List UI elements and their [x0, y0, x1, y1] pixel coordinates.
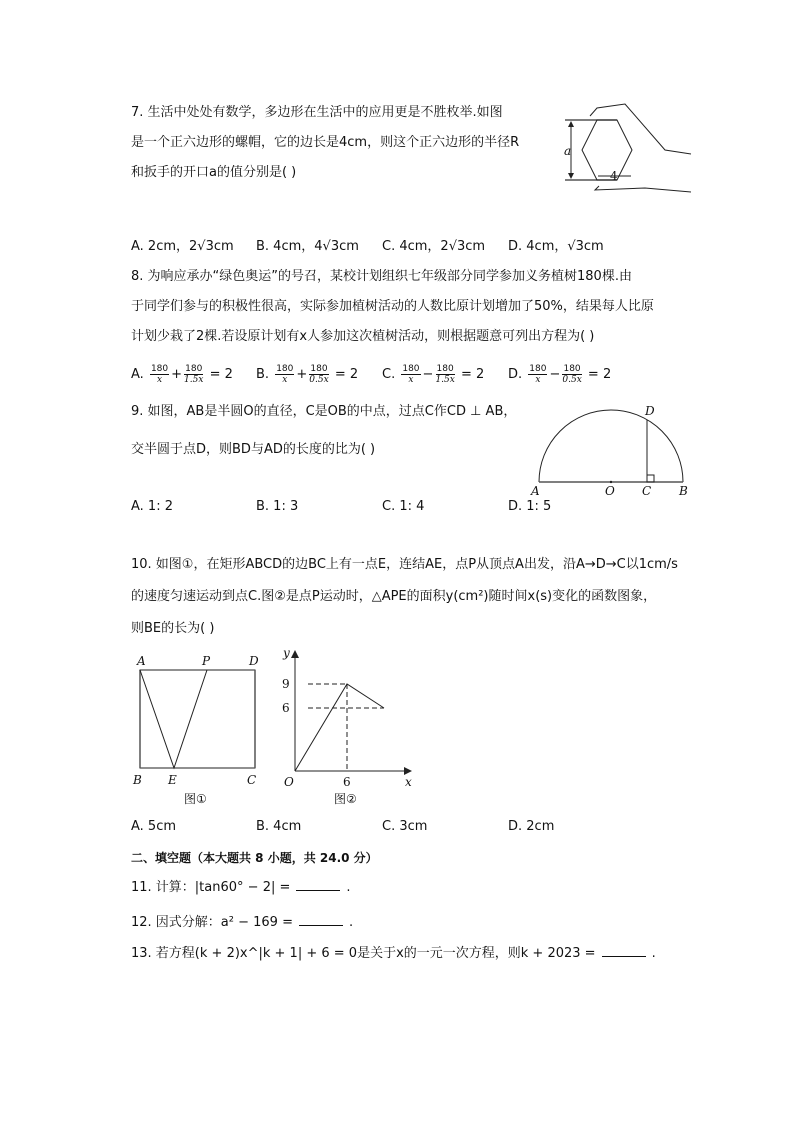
q8-option-b[interactable] — [256, 364, 358, 385]
q7-option-d[interactable]: D. 4cm，√3cm — [508, 239, 604, 254]
fraction — [275, 364, 294, 385]
q7-line-2: 是一个正六边形的螺帽，它的边长是4cm，则这个正六边形的半径R — [131, 135, 520, 150]
q9-option-b[interactable]: B. 1: 3 — [256, 499, 299, 514]
label-O: O — [284, 775, 294, 789]
figure-2-caption: 图② — [334, 792, 357, 806]
numerator: 180 — [150, 364, 169, 374]
denominator: x — [535, 375, 541, 385]
q9-line-1: 9. 如图，AB是半圆O的直径，C是OB的中点，过点C作CD ⊥ AB， — [131, 404, 517, 419]
q10-line-2: 的速度匀速运动到点C.图②是点P运动时，△APE的面积y(cm²)随时间x(s)变化的函数图象， — [131, 589, 657, 604]
q10-line-1: 10. 如图①，在矩形ABCD的边BC上有一点E，连结AE，点P从顶点A出发，沿A→D→C以1cm/s — [131, 557, 678, 572]
fraction — [401, 364, 420, 385]
tick-6-y: 6 — [282, 701, 290, 715]
label-C: C — [642, 484, 652, 498]
semicircle-figure — [525, 400, 700, 500]
q13-text: 13. 若方程(k + 2)x^|k + 1| + 6 = 0是关于x的一元一次方程，则k + 2023 = — [131, 946, 596, 961]
q11-text: 11. 计算：|tan60° − 2| = — [131, 880, 291, 895]
label-P: P — [202, 654, 211, 668]
q9-option-a[interactable]: A. 1: 2 — [131, 499, 173, 514]
option-label: C. — [382, 367, 396, 382]
q8-line-2: 于同学们参与的积极性很高，实际参加植树活动的人数比原计划增加了50%，结果每人比原 — [131, 299, 654, 314]
fraction — [528, 364, 547, 385]
q11 — [131, 878, 351, 897]
fraction — [309, 364, 328, 385]
numerator: 180 — [402, 364, 420, 374]
option-label: D. — [508, 367, 523, 382]
q12 — [131, 913, 353, 932]
denominator: 1.5x — [435, 375, 455, 385]
numerator: 180 — [529, 364, 547, 374]
fraction — [435, 364, 454, 385]
fraction — [562, 364, 581, 385]
rhs: = 2 — [209, 367, 233, 382]
denominator: x — [282, 375, 288, 385]
q8-option-d[interactable] — [508, 364, 611, 385]
label-A: A — [531, 484, 540, 498]
label-a: a — [564, 144, 572, 158]
numerator: 180 — [563, 364, 581, 374]
q9-option-c[interactable]: C. 1: 4 — [382, 499, 425, 514]
q12-blank[interactable] — [299, 913, 343, 926]
rhs: = 2 — [587, 367, 612, 382]
q12-text: 12. 因式分解：a² − 169 = — [131, 915, 293, 930]
q7-option-c[interactable]: C. 4cm，2√3cm — [382, 239, 486, 254]
denominator: 0.5x — [309, 375, 329, 385]
operator: + — [296, 367, 308, 382]
q8-option-c[interactable] — [382, 364, 484, 385]
operator: + — [171, 367, 183, 382]
label-E: E — [168, 773, 177, 787]
option-label: A. — [131, 367, 144, 382]
q13 — [131, 944, 656, 963]
numerator: 180 — [276, 364, 294, 374]
numerator: 180 — [185, 364, 203, 374]
operator: − — [549, 367, 561, 382]
denominator: 0.5x — [562, 375, 582, 385]
label-A: A — [137, 654, 146, 668]
label-C: C — [247, 773, 257, 787]
q9-option-d[interactable]: D. 1: 5 — [508, 499, 552, 514]
tick-9: 9 — [282, 677, 290, 691]
q10-option-c[interactable]: C. 3cm — [382, 819, 428, 834]
q8-line-1: 8. 为响应承办“绿色奥运”的号召，某校计划组织七年级部分同学参加义务植树180棵.由 — [131, 269, 632, 284]
q13-period: . — [651, 946, 656, 961]
numerator: 180 — [310, 364, 328, 374]
q10-option-a[interactable]: A. 5cm — [131, 819, 177, 834]
label-x: x — [405, 775, 412, 789]
q10-line-3: 则BE的长为( ) — [131, 621, 215, 636]
label-D: D — [645, 404, 655, 418]
label-B: B — [679, 484, 688, 498]
section-2-title: 二、填空题（本大题共 8 小题，共 24.0 分） — [131, 851, 378, 865]
denominator: x — [156, 375, 163, 385]
rhs: = 2 — [334, 367, 359, 382]
denominator: 1.5x — [184, 375, 204, 385]
q7-line-3: 和扳手的开口a的值分别是( ) — [131, 165, 297, 180]
q13-blank[interactable] — [602, 944, 646, 957]
q11-blank[interactable] — [296, 878, 340, 891]
q8-line-3: 计划少栽了2棵.若设原计划有x人参加这次植树活动，则根据题意可列出方程为( ) — [131, 329, 595, 344]
q7-line-1: 7. 生活中处处有数学，多边形在生活中的应用更是不胜枚举.如图 — [131, 105, 503, 120]
fraction — [150, 364, 169, 385]
label-y: y — [283, 646, 290, 660]
label-O: O — [605, 484, 615, 498]
figure-1-caption: 图① — [184, 792, 207, 806]
q10-option-b[interactable]: B. 4cm — [256, 819, 302, 834]
label-side-4: 4 — [610, 169, 618, 183]
operator: − — [422, 367, 434, 382]
label-B: B — [133, 773, 142, 787]
q11-period: . — [346, 880, 351, 895]
hexagon-wrench-figure — [555, 100, 695, 195]
q9-line-2: 交半圆于点D，则BD与AD的长度的比为( ) — [131, 442, 376, 457]
function-graph-figure-2 — [278, 645, 418, 790]
q12-period: . — [348, 915, 354, 930]
rectangle-figure-1 — [125, 648, 265, 788]
q7-option-a[interactable]: A. 2cm，2√3cm — [131, 239, 234, 254]
rhs: = 2 — [460, 367, 485, 382]
q10-option-d[interactable]: D. 2cm — [508, 819, 555, 834]
q8-option-a[interactable] — [131, 364, 233, 385]
tick-6-x: 6 — [343, 775, 351, 789]
denominator: x — [408, 375, 414, 385]
label-D: D — [249, 654, 259, 668]
option-label: B. — [256, 367, 270, 382]
fraction — [184, 364, 203, 385]
numerator: 180 — [436, 364, 454, 374]
q7-option-b[interactable]: B. 4cm，4√3cm — [256, 239, 359, 254]
